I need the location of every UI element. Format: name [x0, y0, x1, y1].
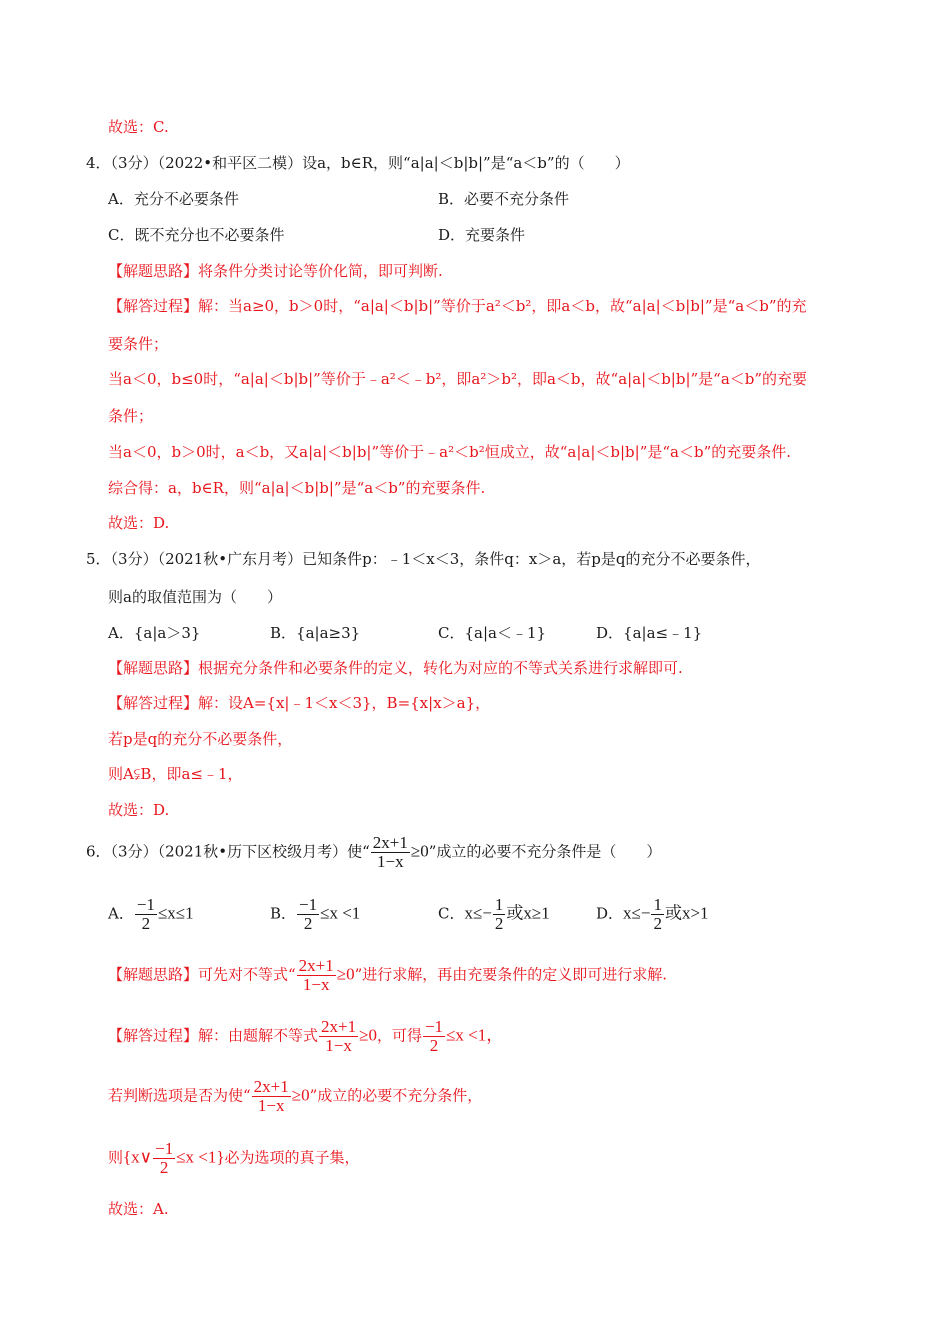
q6-stem-tail: ”成立的必要不充分条件是（ ） — [428, 842, 662, 861]
question-5-stem-1: 5．（3分）（2021秋•广东月考）已知条件p：﹣1＜x＜3，条件q：x＞a，若p是q的充分不必要条件， — [86, 550, 761, 568]
q4-option-a: A．充分不必要条件 — [108, 190, 239, 208]
q4-answer: 故选：D. — [108, 514, 170, 532]
q5-option-a: A．{a|a＞3} — [108, 624, 201, 642]
question-4-stem: 4．（3分）（2022•和平区二模）设a，b∈R，则“a|a|＜b|b|”是“a＜b”的（ ） — [86, 154, 630, 172]
q4-solution-2a: 当a＜0，b≤0时，“a|a|＜b|b|”等价于﹣a²＜﹣b²，即a²＞b²，即a＜b，故“a|a|＜b|b|”是“a＜b”的充要 — [108, 370, 808, 388]
q4-solution-1b: 要条件； — [108, 335, 169, 353]
q6-solution-2: 若判断选项是否为使“ $\frac{2x+1}{1-x}$ ≥0”成立的必要不充分条件， — [108, 1077, 483, 1115]
q6-option-a: A． $\frac{-1}{2}$ ≤x≤1 — [108, 895, 194, 933]
q6-solution-1: 【解答过程】解：由题解不等式 $\frac{2x+1}{1-x}$ ≥0，可得 $\frac{-1}{2}$ ≤x <1， — [108, 1017, 504, 1055]
q6-thinking: 【解题思路】可先对不等式“ $\frac{2x+1}{1-x}$ ≥0”进行求解，再由充要条件的定义即可进行求解. — [108, 956, 668, 994]
q5-answer: 故选：D. — [108, 801, 170, 819]
q4-option-b: B．必要不充分条件 — [438, 190, 570, 208]
q6-solution-3: 则{x∨ $\frac{-1}{2}$ ≤x <1}必为选项的真子集， — [108, 1139, 360, 1177]
q4-solution-4: 综合得：a，b∈R，则“a|a|＜b|b|”是“a＜b”的充要条件. — [108, 479, 486, 497]
q6-option-b: B． $\frac{-1}{2}$ ≤x <1 — [270, 895, 361, 933]
q5-solution-1: 【解答过程】解：设A={x|﹣1＜x＜3}，B={x|x＞a}， — [108, 694, 491, 712]
q6-stem-text: 6．（3分）（2021秋•历下区校级月考）使“ — [86, 842, 370, 861]
fraction: $\frac{2x+1}{1-x}$ — [372, 833, 408, 871]
q4-solution-1a: 【解答过程】解：当a≥0，b＞0时，“a|a|＜b|b|”等价于a²＜b²，即a＜b，故“a|a|＜b|b|”是“a＜b”的充 — [108, 297, 807, 315]
answer-line: 故选：C. — [108, 118, 169, 136]
q5-thinking: 【解题思路】根据充分条件和必要条件的定义，转化为对应的不等式关系进行求解即可. — [108, 659, 683, 677]
q6-option-d: D．x≤− $\frac{1}{2}$ 或x>1 — [596, 895, 709, 933]
q4-thinking: 【解题思路】将条件分类讨论等价化简，即可判断. — [108, 262, 443, 280]
q5-option-c: C．{a|a＜﹣1} — [438, 624, 547, 642]
q6-answer: 故选：A. — [108, 1200, 169, 1218]
q5-option-d: D．{a|a≤﹣1} — [596, 624, 703, 642]
q4-option-c: C．既不充分也不必要条件 — [108, 226, 285, 244]
q5-solution-3: 则A⫋B，即a≤﹣1， — [108, 765, 243, 783]
q4-solution-2b: 条件； — [108, 407, 154, 425]
q4-option-d: D．充要条件 — [438, 226, 526, 244]
question-5-stem-2: 则a的取值范围为（ ） — [108, 588, 282, 606]
q5-option-b: B．{a|a≥3} — [270, 624, 361, 642]
q5-solution-2: 若p是q的充分不必要条件， — [108, 730, 293, 748]
q4-solution-3: 当a＜0，b＞0时，a＜b，又a|a|＜b|b|”等价于﹣a²＜b²恒成立，故“a|a|＜b|b|”是“a＜b”的充要条件. — [108, 443, 792, 461]
q6-option-c: C．x≤− $\frac{1}{2}$ 或x≥1 — [438, 895, 550, 933]
question-6-stem: 6．（3分）（2021秋•历下区校级月考）使“ $\frac{2x+1}{1-x}$ ≥0”成立的必要不充分条件是（ ） — [86, 833, 662, 871]
